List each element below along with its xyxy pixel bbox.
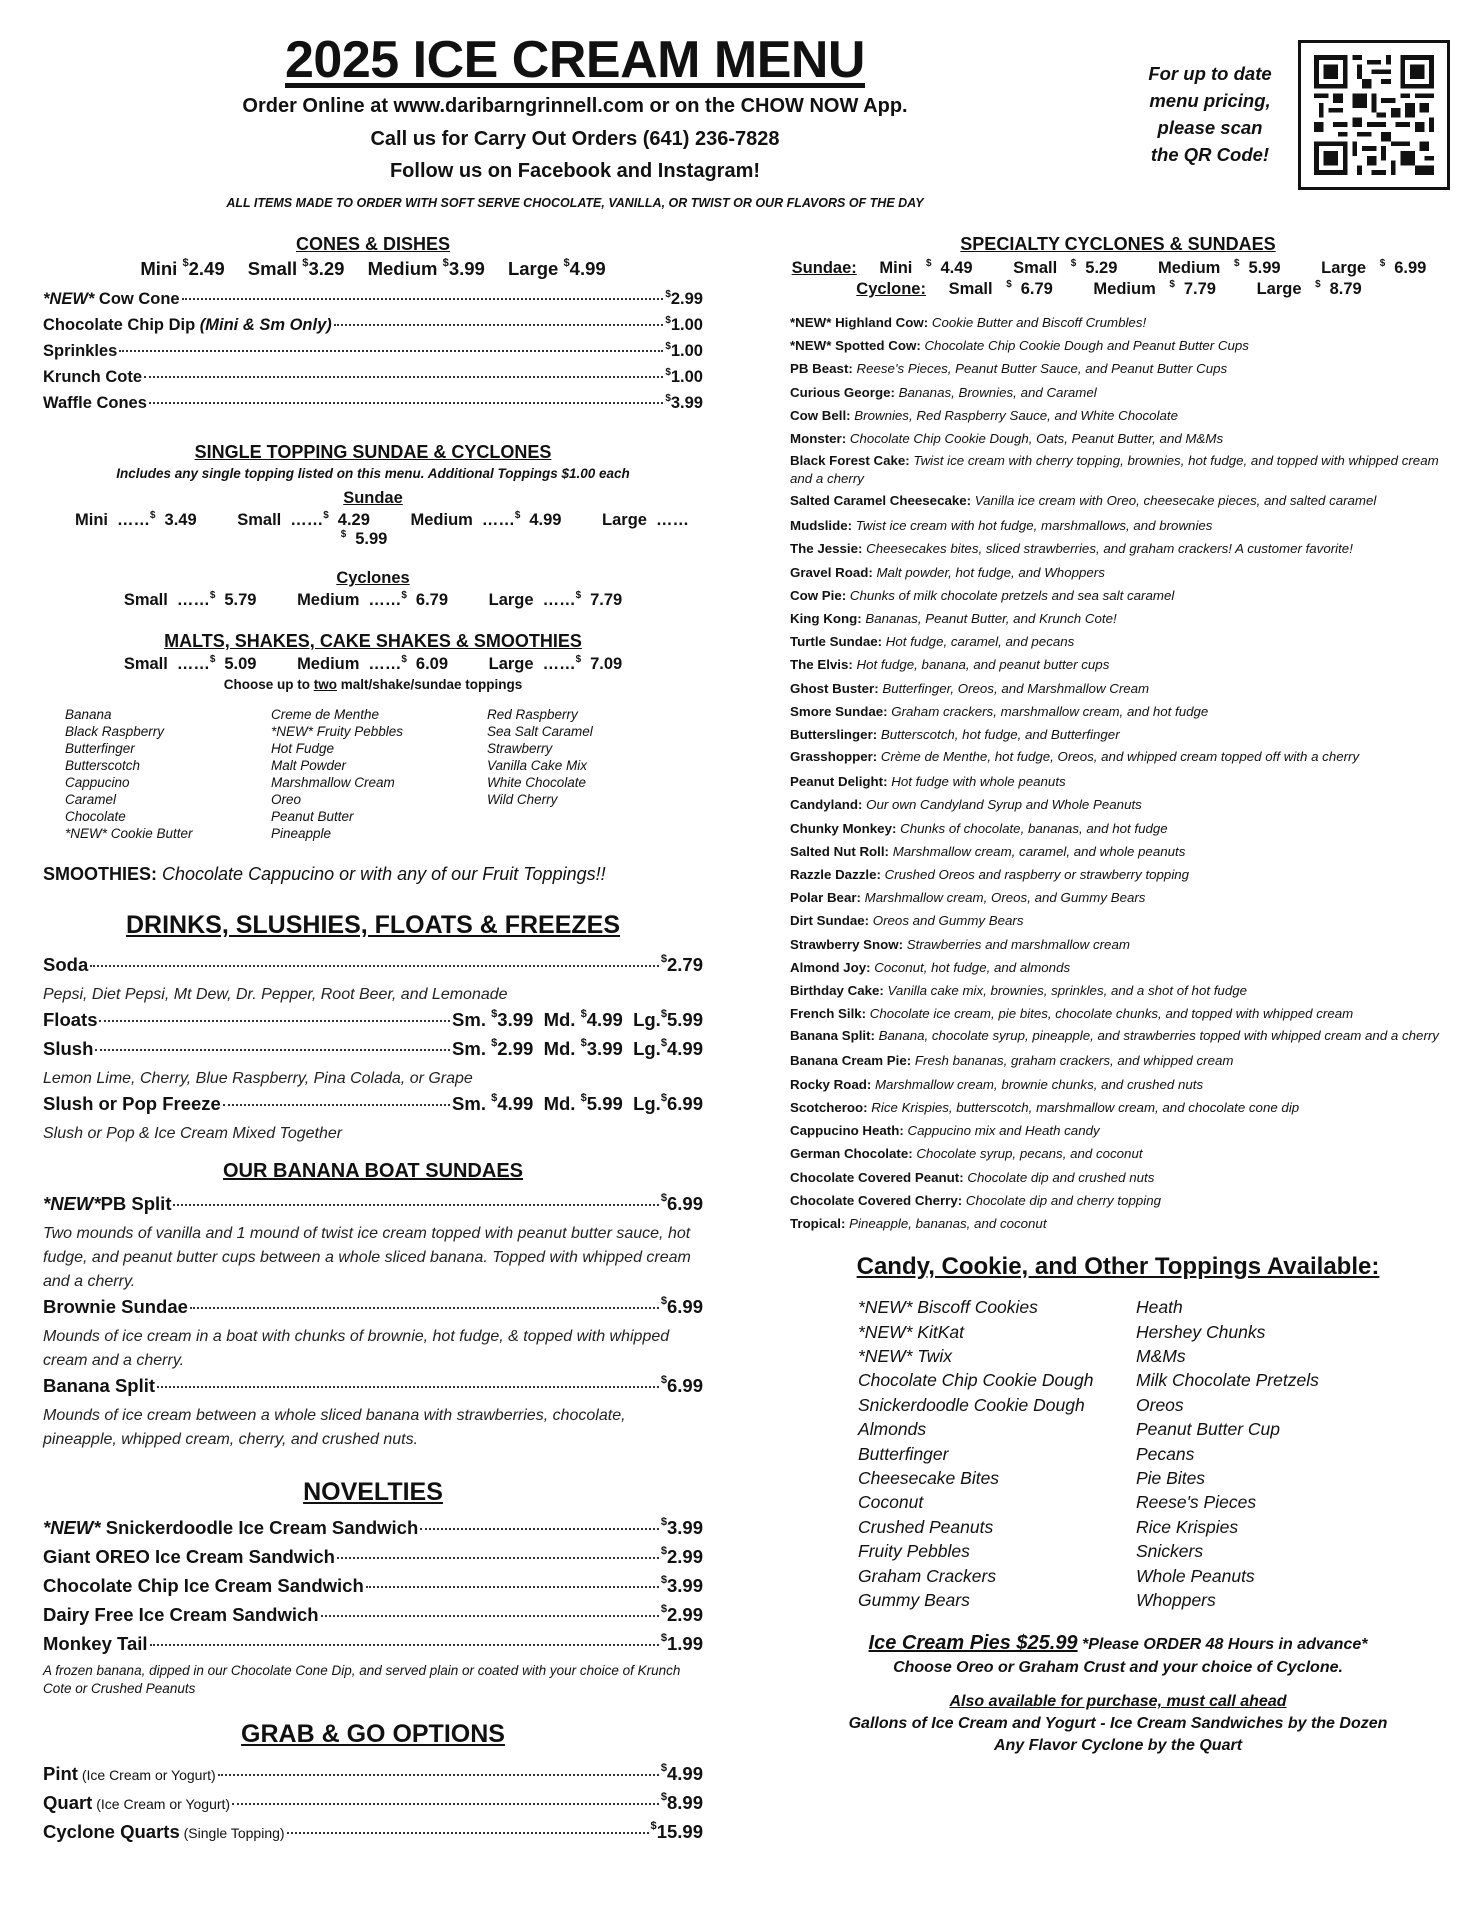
size-price: Large ……$ 7.09 — [488, 654, 623, 673]
flavor-item: Vanilla Cake Mix — [487, 758, 588, 773]
specialty-item — [790, 793, 1446, 816]
specialty-item-name: The Jessie: — [790, 541, 863, 557]
size-price: Mini $2.49 — [140, 257, 225, 279]
specialty-item-description: Oreos and Gummy Bears — [869, 913, 1024, 929]
topping-item: Butterfinger — [858, 1443, 949, 1464]
specialty-item-description: Marshmallow cream, brownie chunks, and crushed nuts — [871, 1076, 1204, 1092]
specialty-item-name: Dirt Sundae: — [790, 913, 870, 929]
banana-boat-heading: OUR BANANA BOAT SUNDAES — [223, 1160, 523, 1182]
specialty-item-name: Turtle Sundae: — [790, 634, 883, 650]
cone-item: *NEW* Cow Cone $2.99 — [43, 289, 703, 308]
flavor-item: Hot Fudge — [271, 741, 335, 756]
flavor-item: *NEW* Fruity Pebbles — [271, 724, 404, 739]
flavor-item: Cappucino — [65, 775, 130, 790]
novelties-heading: NOVELTIES — [303, 1478, 443, 1506]
order-online-text: Order Online at www.daribarngrinnell.com or on the CHOW NOW App. — [242, 95, 908, 117]
cone-item: Chocolate Chip Dip (Mini & Sm Only) $1.00 — [43, 315, 703, 334]
topping-item: Crushed Peanuts — [858, 1516, 994, 1537]
flavor-item: Caramel — [65, 792, 117, 807]
topping-item: Whoppers — [1136, 1589, 1216, 1610]
topping-item: Cheesecake Bites — [858, 1467, 1000, 1488]
left-column — [43, 234, 703, 1850]
specialty-item-description: Banana, chocolate syrup, pineapple, and strawberries topped with whipped cream and a cherry — [874, 1028, 1439, 1044]
qr-text-line: the QR Code! — [1150, 144, 1270, 165]
specialty-item — [790, 956, 1446, 979]
specialty-item — [790, 863, 1446, 886]
drink-item: Slush Sm. $2.99 Md. $3.99 Lg.$4.99 — [43, 1037, 703, 1059]
topping-item: M&Ms — [1136, 1345, 1186, 1366]
specialty-item-description: Hot fudge with whole peanuts — [887, 774, 1066, 790]
soda-description: Pepsi, Diet Pepsi, Mt Dew, Dr. Pepper, Root Beer, and Lemonade — [43, 986, 508, 1003]
specialty-list — [790, 311, 1446, 1235]
toppings-heading: Candy, Cookie, and Other Toppings Available: — [856, 1253, 1380, 1281]
novelty-item: Monkey Tail $1.99 — [43, 1632, 703, 1654]
cone-item: Sprinkles $1.00 — [43, 341, 703, 360]
carry-out-phone: Call us for Carry Out Orders (641) 236-7828 — [370, 128, 780, 150]
qr-code-icon — [1313, 55, 1435, 175]
specialty-item-name: Razzle Dazzle: — [790, 867, 881, 883]
size-price: Medium $ 7.79 — [1093, 279, 1216, 298]
topping-item: Whole Peanuts — [1136, 1565, 1255, 1586]
topping-item: Pecans — [1136, 1443, 1195, 1464]
single-topping-note: Includes any single topping listed on this menu. Additional Toppings $1.00 each — [116, 466, 630, 481]
flavor-item: Creme de Menthe — [271, 707, 380, 722]
qr-text-line: menu pricing, — [1149, 90, 1271, 111]
monkey-tail-description: A frozen banana, dipped in our Chocolate Cone Dip, and served plain or coated with your choice of Krunch Cote or Crushed Peanuts — [43, 1663, 681, 1696]
specialty-item-description: Chocolate dip and crushed nuts — [963, 1169, 1155, 1185]
topping-item: Peanut Butter Cup — [1136, 1419, 1280, 1440]
specialty-item — [790, 979, 1446, 1002]
topping-item: Heath — [1136, 1297, 1183, 1318]
specialty-item — [790, 404, 1446, 427]
specialty-item-description: Chocolate syrup, pecans, and coconut — [912, 1146, 1143, 1162]
toppings-column — [858, 1295, 1136, 1612]
grab-go-heading: GRAB & GO OPTIONS — [241, 1720, 505, 1748]
specialty-item-description: Bananas, Brownies, and Caramel — [894, 384, 1097, 400]
qr-text-line: please scan — [1157, 117, 1263, 138]
size-price: Small $3.29 — [247, 257, 345, 279]
banana-item-description: Mounds of ice cream between a whole sliced banana with strawberries, chocolate, pineapple, whipped cream, cherry, and crushed nuts. — [43, 1407, 626, 1448]
banana-item: *NEW*PB Split $6.99 — [43, 1192, 703, 1214]
specialty-item-name: Cow Bell: — [790, 407, 851, 423]
specialty-item — [790, 1189, 1446, 1212]
malts-heading: MALTS, SHAKES, CAKE SHAKES & SMOOTHIES — [164, 631, 582, 651]
pies-note: *Please ORDER 48 Hours in advance* — [1077, 1636, 1368, 1654]
cones-size-prices — [43, 258, 703, 280]
specialty-heading: SPECIALTY CYCLONES & SUNDAES — [960, 234, 1276, 254]
specialty-item-description: Reese's Pieces, Peanut Butter Sauce, and Peanut Butter Cups — [852, 361, 1228, 377]
specialty-sundae-prices — [790, 259, 1446, 278]
specialty-item-description: Chocolate dip and cherry topping — [962, 1192, 1162, 1208]
specialty-item-name: *NEW* Spotted Cow: — [790, 338, 921, 354]
drink-item: Slush or Pop Freeze Sm. $4.99 Md. $5.99 Lg.$6.99 — [43, 1092, 703, 1114]
specialty-item — [790, 748, 1446, 766]
malt-flavors — [43, 706, 703, 842]
specialty-item — [790, 381, 1446, 404]
topping-item: Snickers — [1136, 1541, 1204, 1562]
specialty-item-description: Cappucino mix and Heath candy — [903, 1123, 1100, 1139]
size-price: Small $ 6.79 — [948, 279, 1053, 298]
specialty-item-name: Almond Joy: — [790, 959, 871, 975]
specialty-item-name: King Kong: — [790, 611, 862, 627]
topping-item: *NEW* KitKat — [858, 1321, 964, 1342]
specialty-item — [790, 1096, 1446, 1119]
specialty-item-description: Coconut, hot fudge, and almonds — [870, 959, 1071, 975]
specialty-item — [790, 1212, 1446, 1235]
specialty-item-name: Banana Split: — [790, 1028, 875, 1044]
specialty-item-description: Crushed Oreos and raspberry or strawberry topping — [880, 867, 1190, 883]
specialty-item — [790, 427, 1446, 450]
specialty-item — [790, 840, 1446, 863]
specialty-item-name: Scotcheroo: — [790, 1099, 868, 1115]
smoothies-line: SMOOTHIES: Chocolate Cappucino or with any of our Fruit Toppings!! — [43, 864, 606, 884]
specialty-item-name: Cappucino Heath: — [790, 1123, 904, 1139]
freeze-description: Slush or Pop & Ice Cream Mixed Together — [43, 1125, 343, 1142]
flavor-item: Black Raspberry — [65, 724, 165, 739]
drink-item: Floats Sm. $3.99 Md. $4.99 Lg.$5.99 — [43, 1008, 703, 1030]
flavor-item: Butterfinger — [65, 741, 135, 756]
flavor-item: Red Raspberry — [487, 707, 578, 722]
specialty-item — [790, 452, 1446, 488]
specialty-item-description: Brownies, Red Raspberry Sauce, and White Chocolate — [850, 407, 1178, 423]
specialty-item-name: Banana Cream Pie: — [790, 1053, 912, 1069]
specialty-item — [790, 770, 1446, 793]
flavor-item: Strawberry — [487, 741, 553, 756]
specialty-item-name: Ghost Buster: — [790, 680, 879, 696]
topping-item: *NEW* Biscoff Cookies — [858, 1297, 1038, 1318]
specialty-item-name: Chocolate Covered Peanut: — [790, 1169, 964, 1185]
specialty-item-description: Chunks of milk chocolate pretzels and sea salt caramel — [846, 587, 1175, 603]
specialty-item — [790, 1027, 1446, 1045]
drinks-list — [43, 954, 703, 1146]
qr-instructions — [1135, 60, 1285, 168]
size-price: Large $ 8.79 — [1256, 279, 1362, 298]
specialty-item — [790, 537, 1446, 560]
specialty-item — [790, 723, 1446, 746]
specialty-item — [790, 886, 1446, 909]
specialty-item-description: Vanilla cake mix, brownies, sprinkles, and a shot of hot fudge — [883, 983, 1248, 999]
specialty-item-description: Crème de Menthe, hot fudge, Oreos, and whipped cream topped off with a cherry — [877, 749, 1360, 765]
menu-title: 2025 ICE CREAM MENU — [285, 31, 865, 89]
specialty-item — [790, 334, 1446, 357]
specialty-item-description: Chocolate Chip Cookie Dough and Peanut Butter Cups — [920, 338, 1249, 354]
cyclones-label: Cyclones — [336, 569, 410, 587]
specialty-item-description: Twist ice cream with hot fudge, marshmallows, and brownies — [852, 518, 1213, 534]
sundae-size-prices — [43, 511, 703, 549]
specialty-cyclone-prices — [790, 280, 1446, 299]
flavor-column — [65, 706, 271, 842]
specialty-item-name: Black Forest Cake: — [790, 453, 910, 469]
cyclone-size-prices — [43, 591, 703, 610]
flavor-item: Malt Powder — [271, 758, 347, 773]
size-price: Small $ 5.29 — [1013, 258, 1118, 277]
size-price: Small ……$ 5.79 — [123, 590, 257, 609]
size-price: Medium ……$ 6.09 — [297, 654, 449, 673]
right-column — [790, 234, 1446, 1755]
flavor-item: Sea Salt Caramel — [487, 724, 593, 739]
specialty-item-name: Mudslide: — [790, 518, 853, 534]
specialty-item — [790, 1073, 1446, 1096]
malts-size-prices — [43, 655, 703, 674]
specialty-item-description: Pineapple, bananas, and coconut — [845, 1215, 1047, 1231]
single-topping-heading: SINGLE TOPPING SUNDAE & CYCLONES — [194, 442, 552, 462]
topping-item: Almonds — [858, 1419, 927, 1440]
specialty-item — [790, 584, 1446, 607]
topping-item: Snickerdoodle Cookie Dough — [858, 1394, 1085, 1415]
cyclone-label: Cyclone: — [856, 280, 926, 298]
flavor-item: Butterscotch — [65, 758, 141, 773]
specialty-item-description: Our own Candyland Syrup and Whole Peanuts — [862, 797, 1142, 813]
specialty-item — [790, 514, 1446, 537]
banana-item-description: Mounds of ice cream in a boat with chunks of brownie, hot fudge, & topped with whipped cream and a cherry. — [43, 1328, 670, 1369]
drinks-heading: DRINKS, SLUSHIES, FLOATS & FREEZES — [125, 911, 621, 939]
specialty-item-name: Smore Sundae: — [790, 703, 888, 719]
banana-item-description: Two mounds of vanilla and 1 mound of twist ice cream topped with peanut butter sauce, hot fudge, and peanut butter cups between a whole sliced banana. Topped with whipped cream and a cherry. — [43, 1225, 691, 1290]
specialty-item-name: Chunky Monkey: — [790, 820, 897, 836]
specialty-item-name: Polar Bear: — [790, 890, 861, 906]
toppings-list — [790, 1295, 1446, 1612]
specialty-item-name: *NEW* Highland Cow: — [790, 315, 929, 330]
grab-item: Pint (Ice Cream or Yogurt) $4.99 — [43, 1762, 703, 1784]
specialty-item-name: PB Beast: — [790, 361, 853, 377]
specialty-item-name: Chocolate Covered Cherry: — [790, 1192, 963, 1208]
topping-item: Chocolate Chip Cookie Dough — [858, 1370, 1094, 1391]
specialty-item — [790, 492, 1446, 510]
topping-item: Graham Crackers — [858, 1565, 997, 1586]
topping-item: Oreos — [1136, 1394, 1184, 1415]
specialty-item — [790, 653, 1446, 676]
novelty-item: *NEW* Snickerdoodle Ice Cream Sandwich $3.99 — [43, 1516, 703, 1538]
topping-item: Gummy Bears — [858, 1589, 970, 1610]
specialty-item-description: Hot fudge, caramel, and pecans — [882, 634, 1075, 650]
specialty-item-description: Chunks of chocolate, bananas, and hot fudge — [896, 820, 1168, 836]
size-price: Large $ 6.99 — [1321, 258, 1427, 277]
specialty-item-description: Butterscotch, hot fudge, and Butterfinger — [877, 727, 1120, 743]
specialty-item — [790, 677, 1446, 700]
banana-item: Banana Split $6.99 — [43, 1374, 703, 1396]
novelty-item: Giant OREO Ice Cream Sandwich $2.99 — [43, 1545, 703, 1567]
specialty-item-name: Birthday Cake: — [790, 983, 884, 999]
size-price: Small ……$ 4.29 — [237, 510, 370, 529]
specialty-item-description: Marshmallow cream, Oreos, and Gummy Bears — [860, 890, 1146, 906]
specialty-item-description: Fresh bananas, graham crackers, and whipped cream — [911, 1053, 1234, 1069]
specialty-item — [790, 1166, 1446, 1189]
specialty-item-description: Chocolate Chip Cookie Dough, Oats, Peanut Butter, and M&Ms — [846, 431, 1224, 447]
cone-item: Waffle Cones $3.99 — [43, 393, 703, 412]
specialty-item — [790, 817, 1446, 840]
banana-item: Brownie Sundae $6.99 — [43, 1295, 703, 1317]
topping-item: Pie Bites — [1136, 1467, 1206, 1488]
banana-boat-list — [43, 1193, 703, 1452]
specialty-item — [790, 933, 1446, 956]
specialty-item-description: Chocolate ice cream, pie bites, chocolate chunks, and topped with whipped cream — [866, 1006, 1354, 1022]
novelties-list — [43, 1517, 703, 1698]
topping-item: Reese's Pieces — [1136, 1492, 1257, 1513]
grab-item: Cyclone Quarts (Single Topping) $15.99 — [43, 1820, 703, 1842]
slush-description: Lemon Lime, Cherry, Blue Raspberry, Pina Colada, or Grape — [43, 1070, 473, 1087]
flavor-item: Wild Cherry — [487, 792, 558, 807]
topping-item: Fruity Pebbles — [858, 1541, 970, 1562]
sundae-label: Sundae: — [791, 259, 857, 277]
specialty-item-description: Cookie Butter and Biscoff Crumbles! — [928, 315, 1147, 330]
specialty-item-name: Rocky Road: — [790, 1076, 872, 1092]
specialty-item-description: Cheesecakes bites, sliced strawberries, and graham crackers! A customer favorite! — [862, 541, 1353, 557]
specialty-item-name: Curious George: — [790, 384, 895, 400]
specialty-item-name: Candyland: — [790, 797, 863, 813]
pies-crust-note: Choose Oreo or Graham Crust and your choice of Cyclone. — [893, 1659, 1343, 1677]
flavor-item: White Chocolate — [487, 775, 587, 790]
size-price: Mini ……$ 3.49 — [75, 510, 197, 529]
specialty-item-name: Monster: — [790, 431, 847, 447]
specialty-item-description: Strawberries and marshmallow cream — [903, 936, 1130, 952]
specialty-item-description: Malt powder, hot fudge, and Whoppers — [872, 564, 1105, 580]
flavor-item: Oreo — [271, 792, 302, 807]
specialty-item-description: Butterfinger, Oreos, and Marshmallow Cream — [878, 680, 1150, 696]
topping-item: Hershey Chunks — [1136, 1321, 1266, 1342]
specialty-item-description: Hot fudge, banana, and peanut butter cups — [852, 657, 1110, 673]
specialty-item-description: Bananas, Peanut Butter, and Krunch Cote! — [861, 611, 1117, 627]
toppings-column — [1136, 1295, 1386, 1612]
topping-item: Coconut — [858, 1492, 924, 1513]
specialty-item-name: Cow Pie: — [790, 587, 847, 603]
flavor-item: Banana — [65, 707, 112, 722]
cyclone-quart-note: Any Flavor Cyclone by the Quart — [993, 1737, 1243, 1755]
specialty-item-description: Vanilla ice cream with Oreo, cheesecake pieces, and salted caramel — [971, 493, 1377, 509]
topping-item: Milk Chocolate Pretzels — [1136, 1370, 1319, 1391]
specialty-item — [790, 1049, 1446, 1072]
size-price: Large $4.99 — [507, 257, 606, 279]
size-price: Small ……$ 5.09 — [123, 654, 257, 673]
size-price: Large ……$ 5.99 — [340, 511, 689, 548]
size-price: Medium ……$ 6.79 — [297, 590, 449, 609]
grab-item: Quart (Ice Cream or Yogurt) $8.99 — [43, 1791, 703, 1813]
specialty-item-name: Salted Nut Roll: — [790, 843, 889, 859]
cones-heading: CONES & DISHES — [295, 234, 451, 254]
cones-list — [43, 290, 703, 420]
novelty-item: Chocolate Chip Ice Cream Sandwich $3.99 — [43, 1574, 703, 1596]
qr-text-line: For up to date — [1148, 63, 1272, 84]
qr-code[interactable] — [1298, 40, 1450, 190]
novelty-item: Dairy Free Ice Cream Sandwich $2.99 — [43, 1603, 703, 1625]
drink-item: Soda $2.79 — [43, 953, 703, 975]
size-price: Medium $ 5.99 — [1158, 258, 1281, 277]
specialty-item-description: Graham crackers, marshmallow cream, and hot fudge — [887, 703, 1209, 719]
specialty-item-name: Peanut Delight: — [790, 774, 888, 790]
grab-go-list — [43, 1763, 703, 1850]
flavor-item: *NEW* Cookie Butter — [65, 826, 193, 841]
specialty-item — [790, 561, 1446, 584]
gallons-note: Gallons of Ice Cream and Yogurt - Ice Cream Sandwiches by the Dozen — [848, 1715, 1388, 1733]
flavor-column — [487, 706, 667, 842]
specialty-item — [790, 700, 1446, 723]
size-price: Large ……$ 7.79 — [488, 590, 623, 609]
flavor-item: Peanut Butter — [271, 809, 354, 824]
specialty-item — [790, 607, 1446, 630]
flavor-item: Chocolate — [65, 809, 126, 824]
pies-title: Ice Cream Pies $25.99 — [868, 1632, 1078, 1655]
specialty-item-name: Strawberry Snow: — [790, 936, 904, 952]
specialty-item-name: Grasshopper: — [790, 749, 878, 765]
ice-cream-pies — [790, 1632, 1446, 1655]
sundae-label: Sundae — [343, 489, 403, 507]
specialty-item-name: German Chocolate: — [790, 1146, 913, 1162]
flavor-item: Pineapple — [271, 826, 332, 841]
malts-choose-note: Choose up to two malt/shake/sundae toppings — [223, 677, 523, 692]
specialty-item — [790, 1119, 1446, 1142]
specialty-item — [790, 630, 1446, 653]
size-price: Medium $3.99 — [367, 257, 485, 279]
specialty-item — [790, 357, 1446, 380]
flavor-column — [271, 706, 487, 842]
follow-social: Follow us on Facebook and Instagram! — [389, 160, 761, 182]
specialty-item — [790, 909, 1446, 932]
topping-item: *NEW* Twix — [858, 1345, 952, 1366]
size-price: Mini $ 4.49 — [879, 258, 973, 277]
topping-item: Rice Krispies — [1136, 1516, 1239, 1537]
size-price: Medium ……$ 4.99 — [410, 510, 562, 529]
all-items-note: ALL ITEMS MADE TO ORDER WITH SOFT SERVE CHOCOLATE, VANILLA, OR TWIST OR OUR FLAVORS OF THE DAY — [226, 196, 924, 210]
specialty-item — [790, 311, 1446, 334]
specialty-item-name: French Silk: — [790, 1006, 867, 1022]
specialty-item-name: Salted Caramel Cheesecake: — [790, 493, 972, 509]
specialty-item-name: Gravel Road: — [790, 564, 873, 580]
cone-item: Krunch Cote $1.00 — [43, 367, 703, 386]
also-available: Also available for purchase, must call ahead — [949, 1693, 1287, 1711]
specialty-item-name: Butterslinger: — [790, 727, 878, 743]
specialty-item-name: Tropical: — [790, 1215, 846, 1231]
specialty-item-name: The Elvis: — [790, 657, 853, 673]
specialty-item — [790, 1002, 1446, 1025]
flavor-item: Marshmallow Cream — [271, 775, 395, 790]
specialty-item-description: Marshmallow cream, caramel, and whole peanuts — [889, 843, 1186, 859]
specialty-item — [790, 1142, 1446, 1165]
specialty-item-description: Rice Krispies, butterscotch, marshmallow cream, and chocolate cone dip — [867, 1099, 1300, 1115]
specialty-item-description: Twist ice cream with cherry topping, brownies, hot fudge, and topped with whipped cream and a cherry — [790, 453, 1439, 487]
